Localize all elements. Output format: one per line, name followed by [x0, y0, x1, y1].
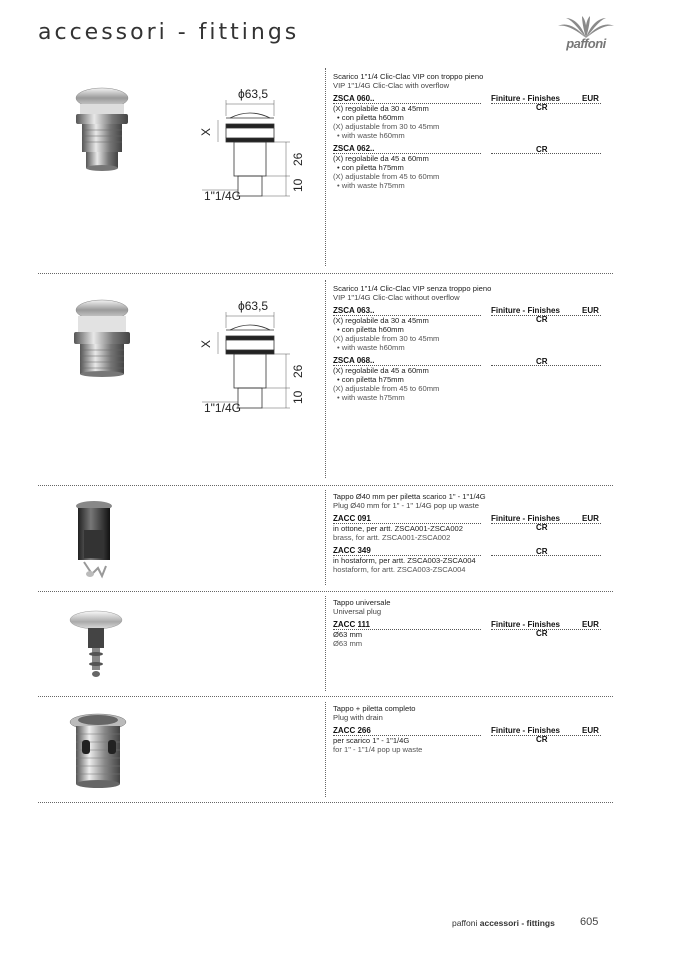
product-description: CR (X) regolabile da 45 a 60mm • con piletta h75mm (X) adjustable from 45 to 60mm • with waste h75mm	[333, 145, 548, 190]
code-row	[333, 355, 603, 366]
section-title-it: Scarico 1"1/4 Clic-Clac VIP con troppo pieno	[333, 72, 484, 81]
page-title: accessori - fittings	[38, 20, 300, 45]
product-code: ZSCA 062..	[333, 144, 375, 153]
height-label-2: 10	[291, 178, 305, 192]
finish-value: CR	[536, 547, 548, 556]
thread-label: 1"1/4G	[204, 401, 241, 415]
section-title-en: Plug with drain	[333, 713, 383, 722]
finish-value: CR	[536, 145, 548, 154]
thread-label: 1"1/4G	[204, 189, 241, 203]
finish-value: CR	[536, 523, 548, 532]
height-label-2: 10	[291, 390, 305, 404]
code-row	[333, 545, 603, 556]
finishes-header: Finiture - Finishes	[491, 620, 560, 629]
clic-clac-waste-no-overflow-photo	[66, 298, 138, 386]
section-divider	[38, 273, 613, 274]
height-label-1: 26	[291, 364, 305, 378]
finishes-header: Finiture - Finishes	[491, 726, 560, 735]
footer-brand: paffoni	[452, 918, 478, 928]
section-title-en: VIP 1"1/4G Clic-Clac with overflow	[333, 81, 450, 90]
product-info-4	[333, 598, 603, 648]
finish-value: CR	[536, 629, 548, 638]
section-title-en: VIP 1"1/4G Clic-Clac without overflow	[333, 293, 460, 302]
brand-wordmark: paffoni	[566, 36, 606, 51]
plug-40mm-photo	[72, 500, 116, 580]
product-description: CR in hostaform, per artt. ZSCA003-ZSCA004 hostaform, for artt. ZSCA003-ZSCA004	[333, 547, 548, 574]
product-description: CR per scarico 1" - 1"1/4G for 1" - 1"1/4 pop up waste	[333, 735, 548, 754]
section-divider	[38, 696, 613, 697]
section-title-it: Scarico 1"1/4 Clic-Clac VIP senza troppo pieno	[333, 284, 492, 293]
section-divider	[38, 485, 613, 486]
finish-value: CR	[536, 735, 548, 744]
clic-clac-waste-photo	[66, 86, 138, 174]
product-description: CR (X) regolabile da 30 a 45mm • con piletta h60mm (X) adjustable from 30 to 45mm • with waste h60mm	[333, 103, 548, 140]
section-title-it: Tappo universale	[333, 598, 391, 607]
footer-section: accessori - fittings	[479, 918, 555, 928]
product-section-1	[38, 68, 613, 268]
finishes-header: Finiture - Finishes	[491, 306, 560, 315]
eur-header: EUR	[582, 514, 599, 523]
page-footer	[452, 918, 555, 928]
finish-value: CR	[536, 357, 548, 366]
plug-with-drain-photo	[68, 712, 128, 792]
x-label: X	[199, 339, 213, 348]
product-code: ZACC 111	[333, 620, 370, 629]
code-row	[333, 619, 603, 630]
product-code: ZACC 266	[333, 726, 371, 735]
code-row	[333, 725, 603, 736]
product-description: CR Ø63 mm Ø63 mm	[333, 629, 548, 648]
finish-value: CR	[536, 315, 548, 324]
product-section-5	[38, 702, 613, 802]
product-section-4	[38, 596, 613, 696]
product-description: CR in ottone, per artt. ZSCA001-ZSCA002 brass, for artt. ZSCA001-ZSCA002	[333, 523, 548, 542]
section-title-it: Tappo + piletta completo	[333, 704, 416, 713]
section-divider	[38, 591, 613, 592]
section-title-en: Universal plug	[333, 607, 382, 616]
code-row	[333, 513, 603, 524]
eur-header: EUR	[582, 620, 599, 629]
eur-header: EUR	[582, 726, 599, 735]
section-divider	[38, 802, 613, 803]
diameter-label: ϕ63,5	[238, 87, 269, 101]
height-label-1: 26	[291, 152, 305, 166]
code-row	[333, 305, 603, 316]
product-code: ZSCA 063..	[333, 306, 375, 315]
product-code: ZSCA 060..	[333, 94, 375, 103]
finish-value: CR	[536, 103, 548, 112]
product-info-3	[333, 492, 603, 574]
technical-drawing-1	[198, 80, 318, 210]
product-code: ZACC 091	[333, 514, 371, 523]
diameter-label: ϕ63,5	[238, 299, 269, 313]
product-info-5	[333, 704, 603, 754]
product-info-2	[333, 284, 603, 402]
technical-drawing-2	[198, 292, 318, 422]
section-title-en: Plug Ø40 mm for 1" - 1" 1/4G pop up waste	[333, 501, 479, 510]
product-section-2	[38, 280, 613, 480]
x-label: X	[199, 127, 213, 136]
code-row	[333, 143, 603, 154]
product-description: CR (X) regolabile da 30 a 45mm • con piletta h60mm (X) adjustable from 30 to 45mm • with waste h60mm	[333, 315, 548, 352]
brand-logo	[556, 16, 616, 54]
eur-header: EUR	[582, 94, 599, 103]
product-code: ZACC 349	[333, 546, 371, 555]
universal-plug-photo	[68, 610, 124, 682]
section-title-it: Tappo Ø40 mm per piletta scarico 1" - 1"1/4G	[333, 492, 486, 501]
eur-header: EUR	[582, 306, 599, 315]
finishes-header: Finiture - Finishes	[491, 94, 560, 103]
finishes-header: Finiture - Finishes	[491, 514, 560, 523]
code-row	[333, 93, 603, 104]
page-number: 605	[580, 916, 599, 928]
product-section-3	[38, 490, 613, 590]
product-info-1	[333, 72, 603, 190]
product-code: ZSCA 068..	[333, 356, 375, 365]
product-description: CR (X) regolabile da 45 a 60mm • con piletta h75mm (X) adjustable from 45 to 60mm • with waste h75mm	[333, 357, 548, 402]
